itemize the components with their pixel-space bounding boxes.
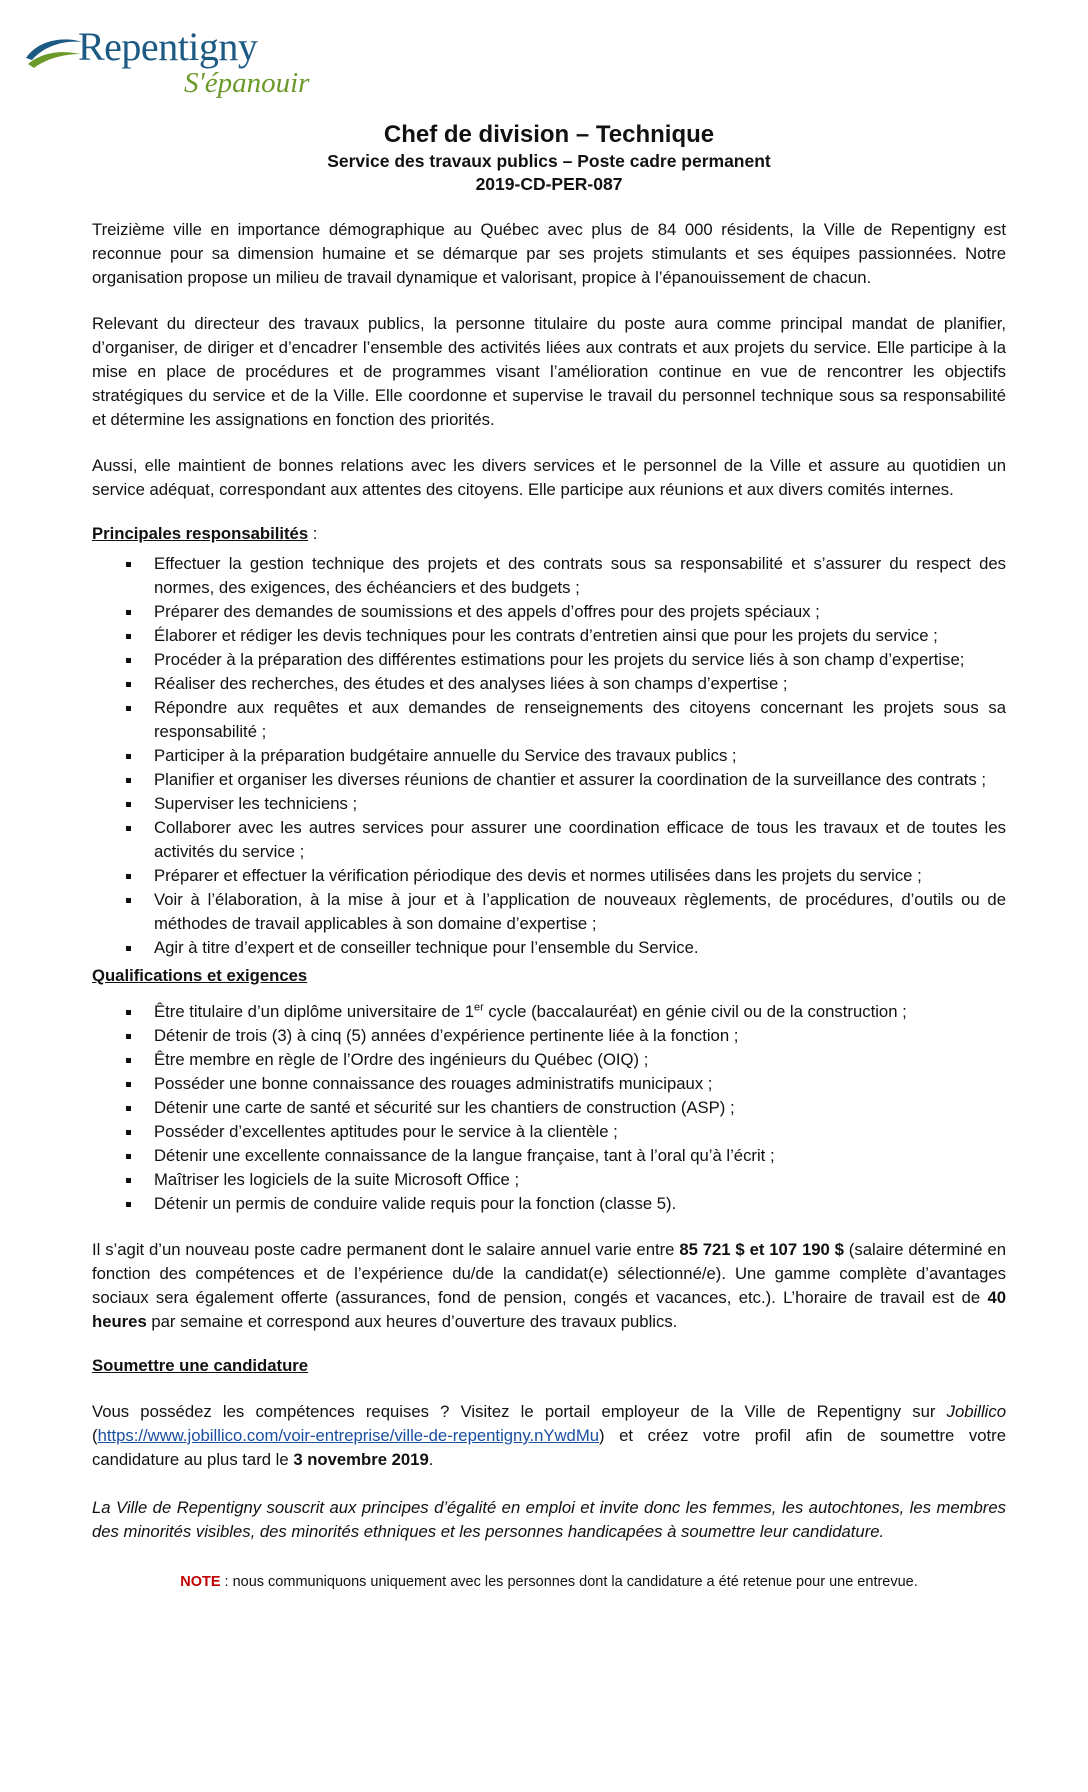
salary-text: Il s’agit d’un nouveau poste cadre permanent dont le salaire annuel varie entre [92,1240,680,1259]
list-item: Réaliser des recherches, des études et des analyses liées à son champs d’expertise ; [126,672,1006,696]
logo-wordmark: Repentigny [78,24,258,69]
list-item: Préparer et effectuer la vérification périodique des devis et normes utilisées dans les projets du service ; [126,864,1006,888]
qual-text-after: cycle (baccalauréat) en génie civil ou de la construction ; [483,1002,907,1021]
job-posting [92,120,1006,1594]
page-subtitle: Service des travaux publics – Poste cadre permanent [327,151,771,171]
qual-text-before: Être titulaire d’un diplôme universitaire de 1 [154,1002,475,1021]
apply-text: ) et créez votre profil afin de soumettre votre candidature au plus tard le [92,1426,1006,1469]
responsibilities-heading: Principales responsabilités [92,524,309,543]
list-item: Agir à titre d’expert et de conseiller technique pour l’ensemble du Service. [126,936,1006,960]
apply-text: Vous possédez les compétences requises ? Visitez le portail employeur de la Ville de Repentigny sur [92,1402,947,1421]
list-item: Détenir une excellente connaissance de la langue française, tant à l’oral qu’à l’écrit ; [126,1144,1006,1168]
logo-swoosh-icon [24,30,84,74]
list-item: Collaborer avec les autres services pour assurer une coordination efficace de tous les travaux et de toutes les activités du service ; [126,816,1006,864]
responsibilities-list [126,552,1006,960]
list-item: Effectuer la gestion technique des projets et des contrats sous sa responsabilité et s’assurer du respect des normes, des exigences, des échéanciers et des budgets ; [126,552,1006,600]
list-item: Posséder d’excellentes aptitudes pour le service à la clientèle ; [126,1120,1006,1144]
list-item: Procéder à la préparation des différentes estimations pour les projets du service liés à son champ d’expertise; [126,648,1006,672]
portal-name: Jobillico [946,1402,1006,1421]
list-item: Détenir une carte de santé et sécurité sur les chantiers de construction (ASP) ; [126,1096,1006,1120]
logo-tagline: S'épanouir [184,67,310,99]
qualifications-heading: Qualifications et exigences [92,966,308,985]
apply-paragraph [92,1400,1006,1472]
responsibilities-heading-line [92,522,1006,546]
repentigny-logo [24,22,344,102]
salary-paragraph [92,1238,1006,1334]
list-item [126,1000,1006,1024]
relations-paragraph: Aussi, elle maintient de bonnes relations avec les divers services et le personnel de la Ville et assure au quotidien un service adéquat, correspondant aux attentes des citoyens. Elle participe aux réunions et aux divers comités internes. [92,456,1006,499]
qualifications-list [126,1000,1006,1216]
list-item: Voir à l’élaboration, à la mise à jour et à l’application de nouveaux règlements, de procédures, d’outils ou de méthodes de travail applicables à son domaine d’expertise ; [126,888,1006,936]
equal-opportunity-statement: La Ville de Repentigny souscrit aux principes d’égalité en emploi et invite donc les femmes, les autochtones, les membres des minorités visibles, des minorités ethniques et les personnes handicapées à soumettre leur candidature. [92,1498,1006,1541]
list-item: Élaborer et rédiger les devis techniques pour les contrats d’entretien ainsi que pour les projets du service ; [126,624,1006,648]
application-deadline: 3 novembre 2019 [293,1450,429,1469]
apply-text: . [428,1450,434,1469]
mandate-paragraph: Relevant du directeur des travaux publics, la personne titulaire du poste aura comme principal mandat de planifier, d’organiser, de diriger et d’encadrer l’ensemble des activités liées aux contrats et aux projets du service. Elle participe à la mise en place de procédures et de programmes visant l’amélioration continue en vue de rencontrer les objectifs stratégiques du service et de la Ville. Elle coordonne et supervise le travail du personnel technique sous sa responsabilité et détermine les assignations en fonction des priorités. [92,314,1006,429]
note-line [92,1570,1006,1594]
posting-code: 2019-CD-PER-087 [475,174,623,194]
list-item: Participer à la préparation budgétaire annuelle du Service des travaux publics ; [126,744,1006,768]
intro-paragraph: Treizième ville en importance démographique au Québec avec plus de 84 000 résidents, la Ville de Repentigny est reconnue pour sa dimension humaine et se démarque par ses projets stimulants et ses équipes passionnées. Notre organisation propose un milieu de travail dynamique et valorisant, propice à l’épanouissement de chacun. [92,220,1006,287]
list-item: Détenir un permis de conduire valide requis pour la fonction (classe 5). [126,1192,1006,1216]
qual-superscript: er [474,1001,484,1014]
list-item: Planifier et organiser les diverses réunions de chantier et assurer la coordination de la surveillance des contrats ; [126,768,1006,792]
list-item: Posséder une bonne connaissance des rouages administratifs municipaux ; [126,1072,1006,1096]
note-text: : nous communiquons uniquement avec les personnes dont la candidature a été retenue pour une entrevue. [220,1574,918,1590]
salary-text: (salaire déterminé en fonction des compétences et de l’expérience du/de la candidat(e) sélectionné/e). Une gamme complète d’avantages sociaux sera également offerte (assurances, fond de pension, congés et vacances, etc.). L’horaire de travail est de [92,1240,1007,1307]
list-item: Détenir de trois (3) à cinq (5) années d’expérience pertinente liée à la fonction ; [126,1024,1006,1048]
apply-heading: Soumettre une candidature [92,1356,309,1375]
list-item: Répondre aux requêtes et aux demandes de renseignements des citoyens concernant les projets sous sa responsabilité ; [126,696,1006,744]
salary-range: 85 721 $ et 107 190 $ [679,1240,844,1259]
list-item: Superviser les techniciens ; [126,792,1006,816]
apply-text: ( [92,1426,98,1445]
portal-link[interactable]: https://www.jobillico.com/voir-entreprise/ville-de-repentigny.nYwdMu [97,1426,600,1445]
list-item: Être membre en règle de l’Ordre des ingénieurs du Québec (OIQ) ; [126,1048,1006,1072]
list-item: Préparer des demandes de soumissions et des appels d’offres pour des projets spéciaux ; [126,600,1006,624]
responsibilities-heading-suffix: : [308,524,318,543]
work-hours: 40 heures [92,1288,1006,1331]
note-label: NOTE [180,1574,221,1590]
list-item: Maîtriser les logiciels de la suite Microsoft Office ; [126,1168,1006,1192]
page-title: Chef de division – Technique [383,121,715,148]
salary-text: par semaine et correspond aux heures d’ouverture des travaux publics. [146,1312,678,1331]
